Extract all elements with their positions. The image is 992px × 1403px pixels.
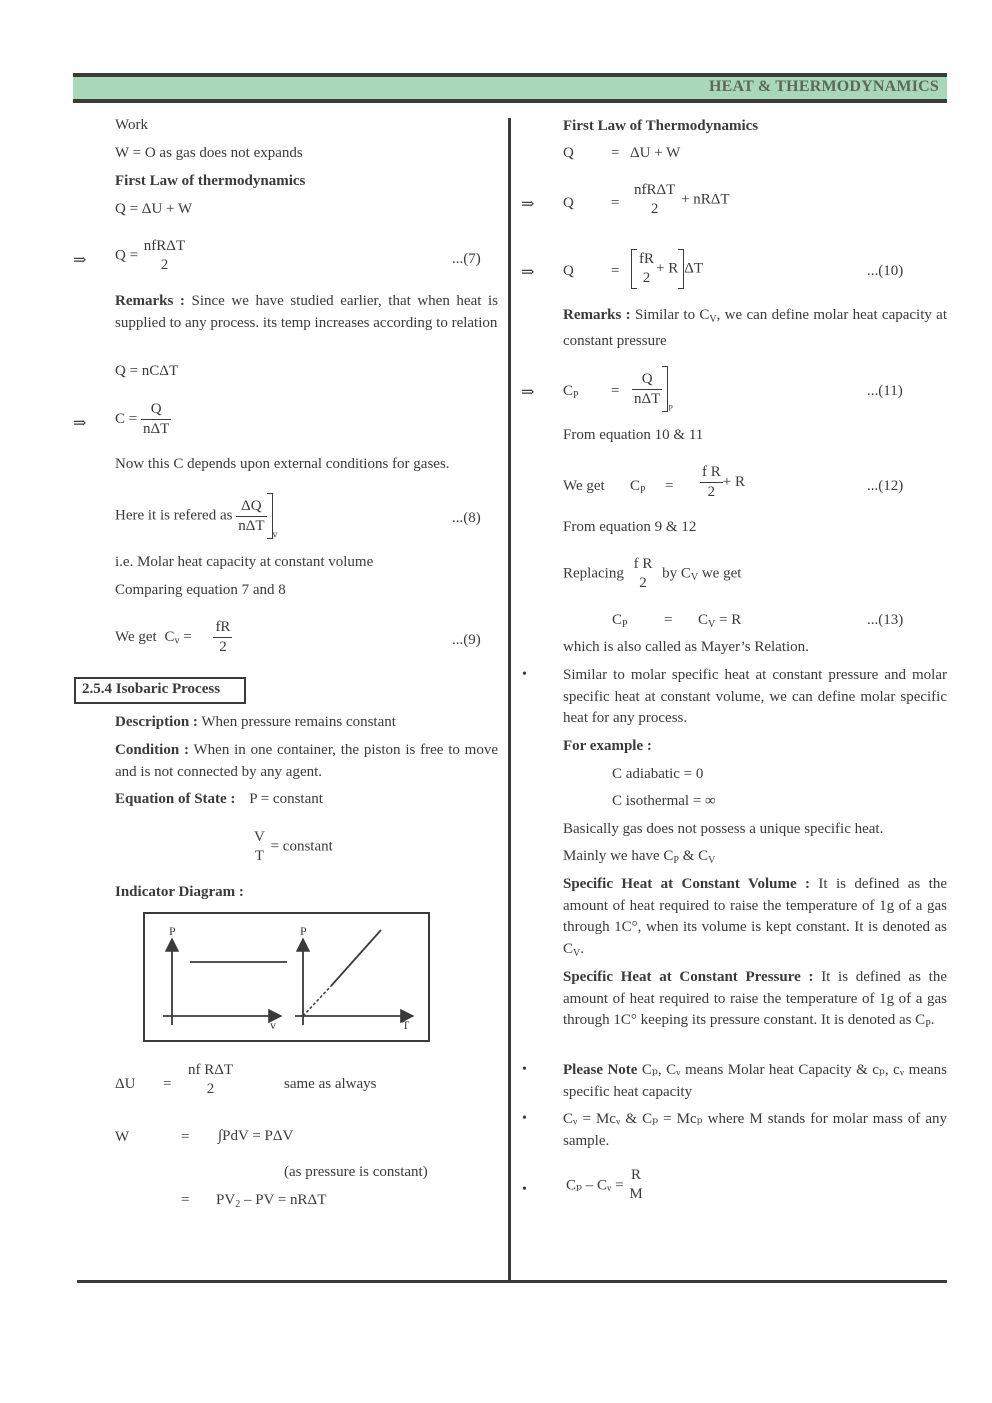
cv-mcv-paragraph: Cᵥ = Mcᵥ & Cₚ = Mcₚ where M stands for molar mass of any sample. bbox=[563, 1111, 947, 1149]
ie-text: i.e. Molar heat capacity at constant volume bbox=[115, 554, 374, 570]
equation-number-13: ...(13) bbox=[867, 612, 904, 628]
vt-fraction: V T bbox=[254, 829, 265, 864]
c-fraction: $\frac{Q}{\text{nΔT}}$ bbox=[142, 401, 170, 437]
eq7-lhs: Q = bbox=[115, 247, 139, 264]
work-heading: Work bbox=[115, 117, 148, 133]
c-isothermal: C isothermal = ∞ bbox=[612, 793, 716, 809]
section-heading-isobaric: 2.5.4 Isobaric Process bbox=[74, 677, 246, 704]
mainly-text: Mainly we have $C_P$ & $C_V$ bbox=[563, 848, 716, 866]
pt-y-axis-label: P bbox=[300, 924, 307, 938]
q3-equals: = bbox=[611, 263, 620, 279]
q3-lhs: Q bbox=[563, 263, 574, 279]
chapter-title: HEAT & THERMODYNAMICS bbox=[709, 78, 939, 95]
q1-equals: = bbox=[611, 145, 620, 161]
equation-number-11: ...(11) bbox=[867, 383, 903, 399]
bullet-icon: • bbox=[522, 1182, 527, 1197]
replacing-line: Replacing f R 2 by $C_V$ we get bbox=[563, 556, 742, 591]
equation-number-10: ...(10) bbox=[867, 263, 904, 279]
v-over-t-equation: V T = constant bbox=[254, 829, 333, 864]
delta-u-fraction: nf RΔT 2 bbox=[188, 1062, 234, 1097]
cp13-lhs: $C_P$ bbox=[612, 612, 628, 630]
footer-rule bbox=[77, 1280, 947, 1283]
column-divider bbox=[508, 118, 511, 1282]
pv-x-axis-label: v bbox=[270, 1018, 276, 1032]
equation-8: Here it is refered as $\frac{\Delta Q}{\text{nΔT}}$ $_v$ bbox=[115, 493, 278, 540]
indicator-diagram bbox=[143, 912, 430, 1042]
cp12-lhs: $C_P$ bbox=[630, 478, 646, 496]
remarks-paragraph: Remarks : Since we have studied earlier, that when heat is supplied to any process. its temp increases according to relation bbox=[115, 293, 498, 331]
c-equation: C = $\frac{Q}{\text{nΔT}}$ bbox=[115, 401, 170, 437]
q1-lhs: Q bbox=[563, 145, 574, 161]
q3-rhs: fR 2 + R ΔT bbox=[631, 249, 703, 289]
q2-rhs: nfRΔT 2 + nRΔT bbox=[634, 182, 730, 217]
cp11-rhs: $\frac{Q}{\text{nΔT}}$ $_P$ bbox=[632, 366, 673, 412]
q1-rhs: ΔU + W bbox=[630, 145, 681, 161]
delta-u-note: same as always bbox=[284, 1076, 377, 1092]
first-law-heading: First Law of thermodynamics bbox=[115, 173, 306, 189]
work-result: $PV_2$ – PV = nRΔT bbox=[216, 1192, 327, 1210]
implies-arrow-icon: ⇒ bbox=[521, 196, 535, 213]
delta-u-lhs: ΔU bbox=[115, 1076, 136, 1092]
pv-y-axis-label: P bbox=[169, 924, 176, 938]
condition-paragraph: Condition : When in one container, the piston is free to move and is not connected by any agent. bbox=[115, 742, 499, 780]
remarks-right-paragraph: Remarks : Similar to $C_V$, we can define molar heat capacity at constant pressure bbox=[563, 307, 948, 349]
pt-x-axis-label: T bbox=[402, 1018, 410, 1032]
cp11-lhs: $C_P$ bbox=[563, 383, 579, 401]
pressure-constant-note: (as pressure is constant) bbox=[284, 1164, 428, 1180]
cp11-equals: = bbox=[611, 383, 620, 399]
delta-u-equals: = bbox=[163, 1076, 172, 1092]
equation-of-state: Equation of State : P = constant bbox=[115, 791, 323, 807]
chapter-header-band bbox=[73, 73, 947, 103]
q-nc-equation: Q = nCΔT bbox=[115, 363, 179, 379]
specific-heat-constant-volume: Specific Heat at Constant Volume : It is defined as the amount of heat required to raise the temperature of 1g of a gas through 1C°, when its volume is kept constant. It is denoted as $C_V$. bbox=[563, 876, 948, 959]
first-law-equation: Q = ΔU + W bbox=[115, 201, 193, 217]
cp12-equals: = bbox=[665, 478, 674, 494]
eq9-fraction: $\frac{fR}{2}$ bbox=[215, 619, 231, 655]
specific-heat-constant-pressure: Specific Heat at Constant Pressure : It is defined as the amount of heat required to raise the temperature of 1g of a gas through 1C° keeping its pressure constant. It is denoted as $C_P$. bbox=[563, 969, 947, 1030]
basically-text: Basically gas does not possess a unique specific heat. bbox=[563, 821, 884, 837]
pv-pt-graphs bbox=[145, 914, 428, 1040]
equation-7 bbox=[115, 237, 187, 275]
eq7-fraction: nfRΔT 2 bbox=[143, 238, 186, 273]
bullet-molar-specific-heat: Similar to molar specific heat at constant pressure and molar specific heat at constant volume, we can define molar specific heat for any process. bbox=[563, 667, 947, 726]
q2-lhs: Q bbox=[563, 195, 574, 211]
comparing-text: Comparing equation 7 and 8 bbox=[115, 582, 286, 598]
from-equation-10-11: From equation 10 & 11 bbox=[563, 427, 704, 443]
eq8-fraction: $\frac{\Delta Q}{\text{nΔT}}$ bbox=[238, 497, 265, 534]
equation-number-7: ...(7) bbox=[452, 251, 481, 267]
bullet-icon: • bbox=[522, 667, 527, 682]
cp-minus-cv-equation: Cₚ – Cᵥ = R M bbox=[566, 1167, 643, 1202]
implies-arrow-icon: ⇒ bbox=[521, 264, 535, 281]
implies-arrow-icon: ⇒ bbox=[521, 384, 535, 401]
first-law-heading-right: First Law of Thermodynamics bbox=[563, 118, 759, 134]
equation-number-8: ...(8) bbox=[452, 510, 481, 526]
cp12-rhs: $\frac{\text{f R}}{2}$ + R bbox=[702, 464, 745, 500]
description-line: Description : When pressure remains constant bbox=[115, 714, 396, 730]
from-equation-9-12: From equation 9 & 12 bbox=[563, 519, 697, 535]
equation-9: We get $C_v$ = $\frac{fR}{2}$ bbox=[115, 619, 231, 655]
work-equation: W = O as gas does not expands bbox=[115, 145, 303, 161]
cp13-equals: = bbox=[664, 612, 673, 628]
indicator-diagram-label: Indicator Diagram : bbox=[115, 884, 244, 900]
bullet-icon: • bbox=[522, 1111, 527, 1126]
please-note-paragraph: Please Note Cₚ, Cᵥ means Molar heat Capacity & cₚ, cᵥ means specific heat capacity bbox=[563, 1062, 948, 1100]
q2-equals: = bbox=[611, 195, 620, 211]
c-adiabatic: C adiabatic = 0 bbox=[612, 766, 704, 782]
work-equals-2: = bbox=[181, 1192, 190, 1208]
bullet-icon: • bbox=[522, 1062, 527, 1077]
mayer-relation-text: which is also called as Mayer’s Relation. bbox=[563, 639, 809, 655]
for-example-label: For example : bbox=[563, 738, 652, 754]
implies-arrow-icon: ⇒ bbox=[73, 415, 87, 432]
work-integral: ∫PdV = PΔV bbox=[218, 1128, 294, 1144]
work-lhs: W bbox=[115, 1129, 130, 1145]
depends-text: Now this C depends upon external conditions for gases. bbox=[115, 456, 450, 472]
equation-number-12: ...(12) bbox=[867, 478, 904, 494]
work-equals: = bbox=[181, 1129, 190, 1145]
cp12-prefix: We get bbox=[563, 478, 605, 494]
equation-number-9: ...(9) bbox=[452, 632, 481, 648]
implies-arrow-icon: ⇒ bbox=[73, 252, 87, 269]
cp13-rhs: $C_V = R$ bbox=[698, 612, 742, 630]
